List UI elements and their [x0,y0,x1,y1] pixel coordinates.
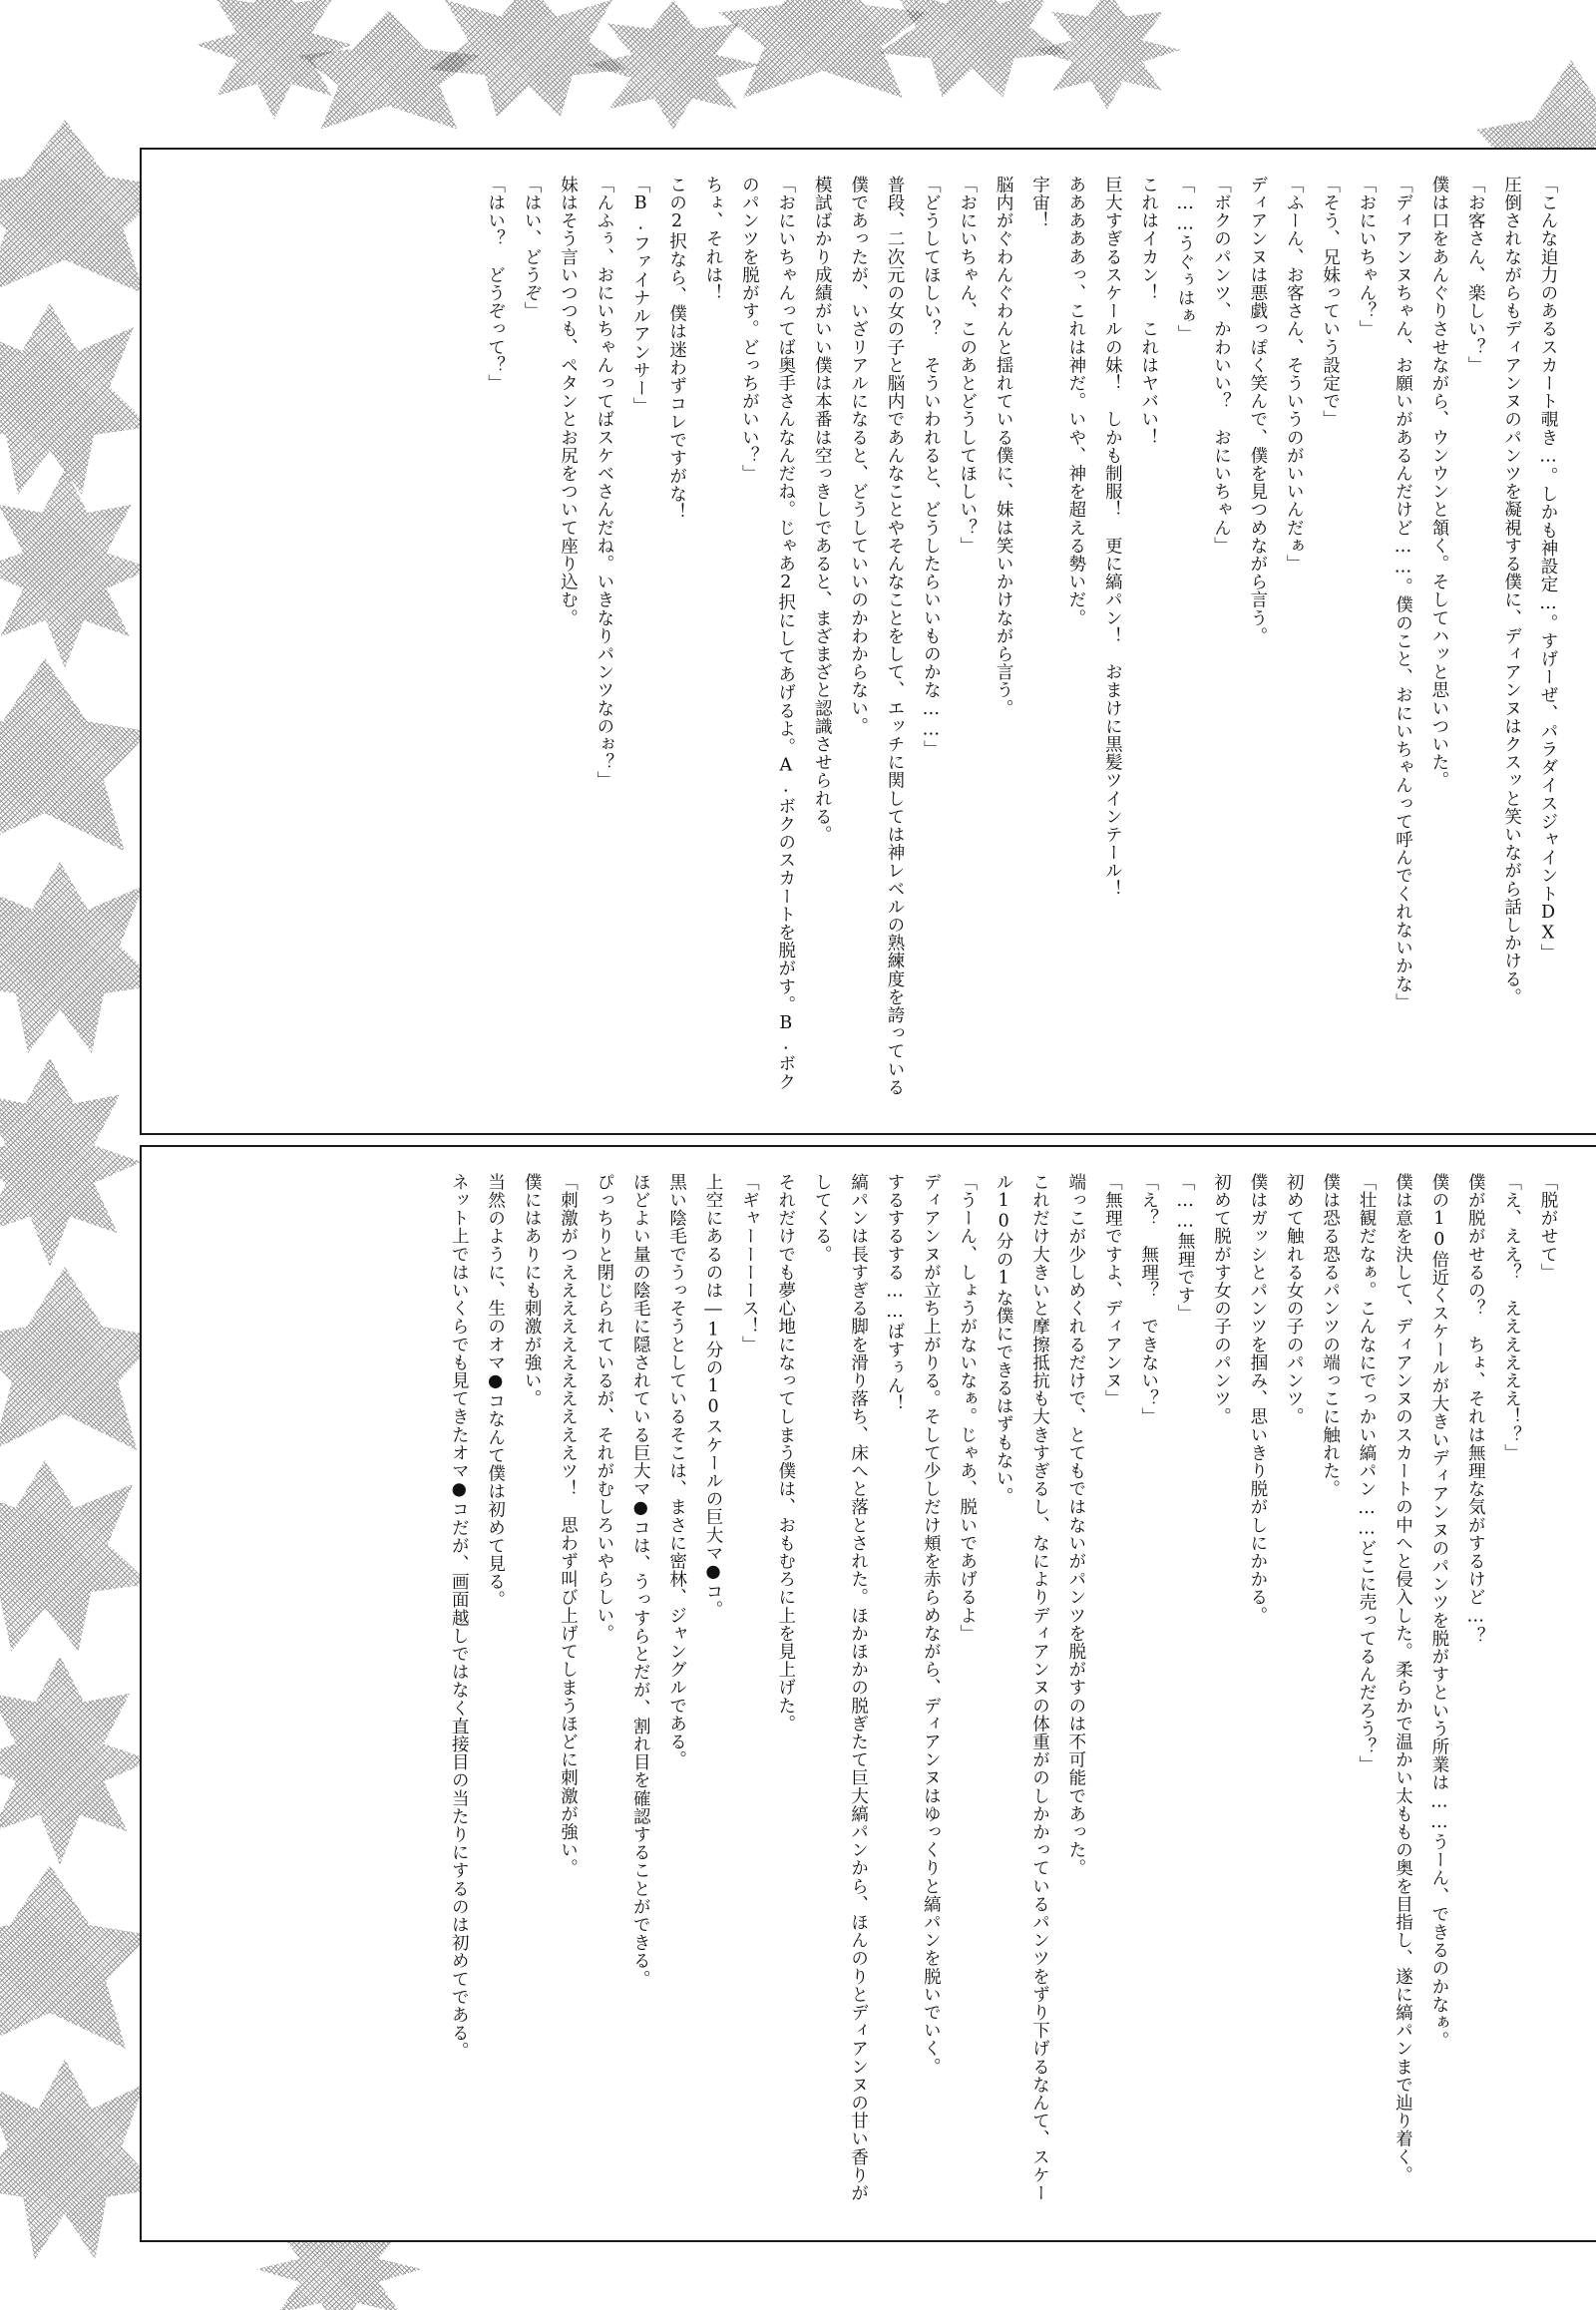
paragraph: 「……うぐぅはぁ」 [1175,176,1196,343]
paragraph: これだけ大きいと摩擦抵抗も大きすぎるし、なによりディアンヌの体重がのしかかっているパンツをずり下げるなんて、スケール10分の1な僕にできるはずもない。 [994,1173,1050,2202]
paragraph: これはイカン！ これはヤバい！ [1138,176,1159,447]
leaf-icon [0,1656,160,1865]
paragraph: あああああっ、これは神だ。いや、神を超える勢いだ。 [1065,176,1086,627]
paragraph: 脳内がぐわんぐわんと揺れている僕に、妹は笑いかけながら言う。 [994,176,1014,717]
paragraph: ディアンヌは悪戯っぽく笑んで、僕を見つめながら言う。 [1247,176,1268,645]
paragraph: 「そう、兄妹っていう設定で」 [1320,176,1341,429]
leaf-icon [718,0,928,110]
leaf-icon [0,858,160,1057]
paragraph: 「んふぅ、おにいちゃんってばスケベさんだね。いきなりパンツなのぉ？」 [594,176,614,790]
paragraph: 「ふーん、お客さん、そういうのがいいんだぁ」 [1284,176,1305,574]
paragraph: 黒い陰毛でうっそうとしているそこは、まさに密林、ジャングルである。 [666,1173,687,1769]
upper-panel-text [142,150,1596,1133]
paragraph: 「無理ですよ、ディアンヌ」 [1102,1173,1123,1408]
paragraph: 「はい？ どうぞって？」 [485,176,506,393]
paragraph: 「おにいちゃんってば奥手さんなんだね。じゃあ2択にしてあげるよ。A.ボクのスカートを脱がす。B.ボクのパンツを脱がす。どっちがいい？」 [739,176,796,1091]
paragraph: 「……無理です」 [1175,1173,1196,1323]
paragraph: 宇宙！ [1029,176,1050,230]
paragraph: 僕にはありにも刺激が強い。 [522,1173,543,1408]
paragraph: ネット上ではいくらでも見てきたオマ●コだが、画面越しではなく直接目の当たりにするのは初めてである。 [449,1173,470,2061]
leaf-icon [0,1456,150,1656]
paragraph: 僕は口をあんぐりさせながら、ウンウンと頷く。そしてハッと思いついた。 [1428,176,1449,790]
paragraph: 「どうしてほしい？ そういわれると、どうしたらいいものかな……」 [921,176,942,759]
paragraph: 巨大すぎるスケールの妹！ しかも制服！ 更に縞パン！ おまけに黒髪ツインテール！ [1102,176,1123,898]
leaf-icon [0,1865,150,2065]
paragraph: 初めて触れる女の子のパンツ。 [1284,1173,1305,1426]
paragraph: 「うーん、しょうがないなぁ。じゃあ、脱いであげるよ」 [957,1173,978,1643]
paragraph: それだけでも夢心地になってしまう僕は、おもむろに上を見上げた。 [775,1173,796,1733]
paragraph: 僕は恐る恐るパンツの端っこに触れた。 [1320,1173,1341,1498]
leaf-icon [0,299,150,499]
paragraph: 僕は意を決して、ディアンヌのスカートの中へと侵入した。柔らかで温かい太ももの奥を目指し、遂に縞パンまで辿り着く。 [1393,1173,1413,2184]
paragraph: この2択なら、僕は迷わずコレですがな！ [666,176,687,522]
paragraph: 「え？ 無理？ できない？」 [1138,1173,1159,1426]
paragraph: 妹はそう言いつつも、ペタンとお尻をついて座り込む。 [558,176,579,627]
paragraph: 「お客さん、楽しい？」 [1465,176,1486,375]
paragraph: 僕の10倍近くスケールが大きいディアンヌのパンツを脱がすという所業は……うーん、できるのかなぁ。 [1428,1173,1449,2050]
paragraph: 僕が脱がせるの？ ちょ、それは無理な気がするけど…？ [1465,1173,1486,1646]
paragraph: ディアンヌが立ち上がりる。そして少しだけ頬を赤らめながら、ディアンヌはゆっくりと縞パンを脱いでいく。 [921,1173,942,2076]
leaf-icon [299,10,479,140]
paragraph: するするする……ばすぅん！ [884,1173,905,1413]
paragraph: 「ボクのパンツ、かわいい？ おにいちゃん」 [1211,176,1232,556]
paragraph: 縞パンは長すぎる脚を滑り落ち、床へと落とされた。ほかほかの脱ぎたて巨大縞パンから、ほんのりとディアンヌの甘い香りがしてくる。 [812,1173,869,2202]
paragraph: 「壮観だなぁ。こんなにでっかい縞パン……どこに売ってるんだろう？」 [1357,1173,1378,1774]
leaf-icon [190,0,359,120]
paragraph: 僕はガッシとパンツを掴み、思いきり脱がしにかかる。 [1247,1173,1268,1625]
paragraph: ほどよい量の陰毛に隠されている巨大マ●コは、うっすらとだが、割れ目を確認することができる。 [630,1173,651,1988]
leaf-icon [0,1057,150,1267]
leaf-icon [0,469,160,668]
paragraph: 当然のように、生のオマ●コなんて僕は初めて見る。 [485,1173,506,1609]
lower-panel-text [142,1147,1596,2240]
paragraph: 圧倒されながらもディアンヌのパンツを凝視する僕に、ディアンヌはクスッと笑いながら話しかける。 [1501,176,1522,1006]
paragraph: 模試ばかり成績がいい僕は本番は空っきしであると、まざまざと認識させられる。 [812,176,833,844]
paragraph: 上空にあるのは―1分の10スケールの巨大マ●コ。 [703,1173,724,1619]
paragraph: 普段、二次元の女の子と脳内であんなことやそんなことをして、エッチに関しては神レベルの熟練度を誇っている僕であったが、いざリアルになると、どうしていいのかわからない。 [848,176,905,1097]
paragraph: 「ディアンヌちゃん、お願いがあるんだけど……。僕のこと、おにいちゃんって呼んでくれないかな」 [1393,176,1413,1011]
paragraph: 「こんな迫力のあるスカート覗き…。しかも神設定…。すげーぜ、パラダイスジャイントDX」 [1538,176,1558,962]
lower-text-panel [140,1145,1596,2242]
paragraph: 「B.ファイナルアンサー」 [630,176,651,416]
paragraph: 「ギャーーーース！」 [739,1173,760,1353]
leaf-icon [0,1267,160,1466]
leaf-icon [0,2055,160,2264]
leaf-icon [429,0,628,120]
paragraph: 「え、ええ？ ええええええ！？」 [1501,1173,1522,1462]
paragraph: 「おにいちゃん、このあとどうしてほしい？」 [957,176,978,556]
leaf-icon [0,658,150,868]
paragraph: 「はい、どうぞ」 [522,176,543,320]
leaf-icon [1027,0,1187,110]
paragraph: 端っこが少しめくれるだけで、とてもではないがパンツを脱がすのは不可能であった。 [1065,1173,1086,1877]
paragraph: 「おにいちゃん？」 [1357,176,1378,338]
leaf-icon [878,0,1067,100]
upper-text-panel [140,148,1596,1135]
paragraph: 初めて脱がす女の子のパンツ。 [1211,1173,1232,1426]
paragraph: ちょ、それは！ [703,176,724,302]
leaf-icon [579,0,768,130]
paragraph: 「脱がせて」 [1538,1173,1558,1282]
paragraph: ぴっちりと閉じられているが、それがむしろいやらしい。 [594,1173,614,1643]
paragraph: 「刺激がつえええええええええええツ！ 思わず叫び上げてしまうほどに刺激が強い。 [558,1173,579,1877]
